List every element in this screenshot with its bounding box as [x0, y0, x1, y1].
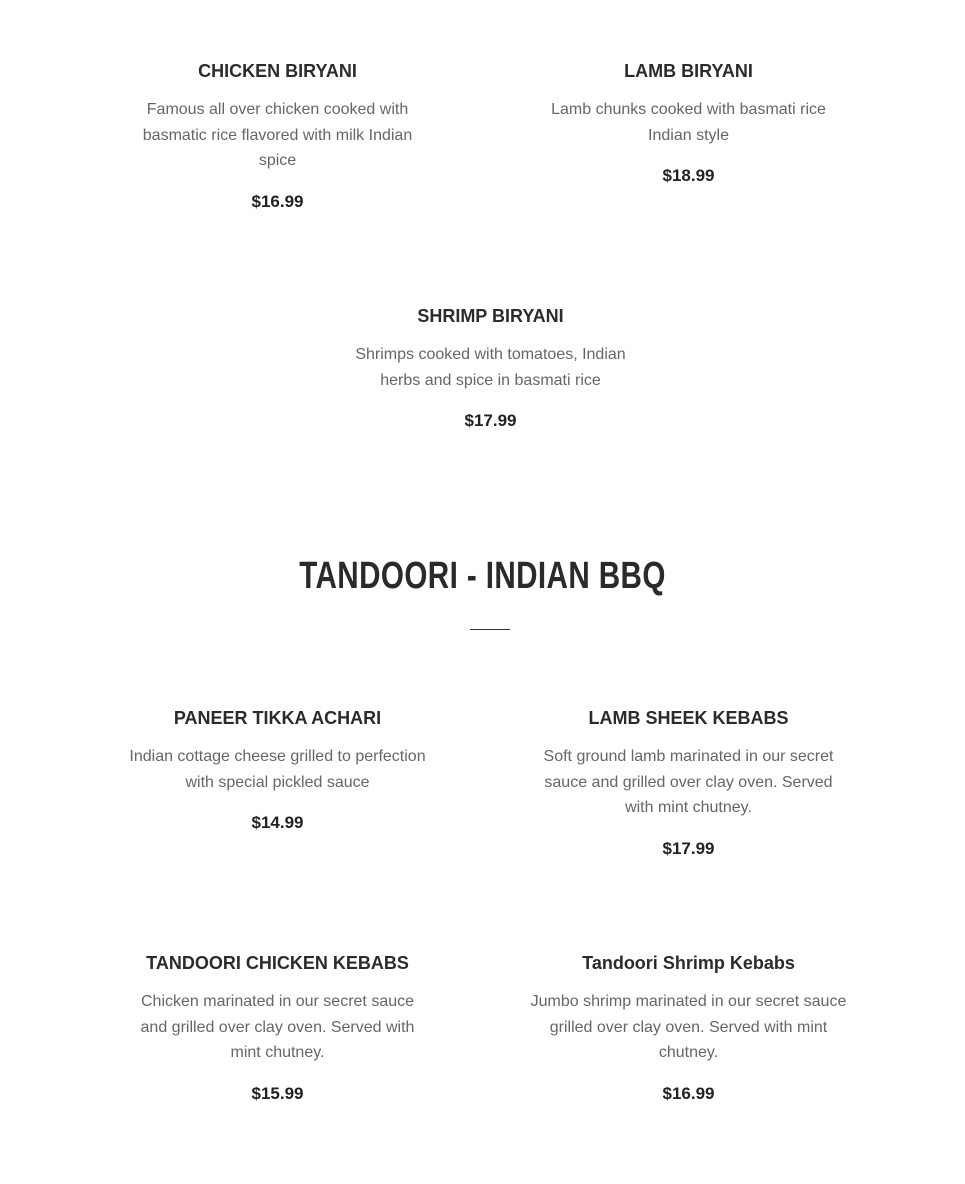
menu-item-name: Tandoori Shrimp Kebabs [582, 953, 795, 973]
menu-item-price: $17.99 [464, 411, 517, 431]
menu-item-description: Indian cottage cheese grilled to perfection with special pickled sauce [129, 748, 426, 791]
menu-item-name: PANEER TIKKA ACHARI [173, 708, 382, 728]
menu-item-lamb-sheek-kebabs [529, 707, 848, 860]
menu-item-name: LAMB SHEEK KEBABS [588, 708, 789, 728]
menu-item-lamb-biryani [539, 60, 838, 187]
menu-item-tandoori-shrimp-kebabs [529, 952, 848, 1105]
section-title: TANDOORI - INDIAN BBQ [299, 555, 666, 597]
menu-item-price: $17.99 [662, 839, 715, 859]
menu-item-description: Jumbo shrimp marinated in our secret sauce grilled over clay oven. Served with mint chutney. [530, 993, 847, 1062]
menu-item-name: TANDOORI CHICKEN KEBABS [146, 953, 409, 973]
menu-item-price: $15.99 [251, 1084, 304, 1104]
menu-item-description: Shrimps cooked with tomatoes, Indian herbs and spice in basmati rice [355, 346, 626, 389]
menu-item-paneer-tikka-achari [118, 707, 437, 834]
menu-item-price: $16.99 [662, 1084, 715, 1104]
menu-item-tandoori-chicken-kebabs [128, 952, 427, 1105]
menu-item-price: $18.99 [662, 166, 715, 186]
menu-item-name: LAMB BIRYANI [624, 61, 753, 81]
menu-item-chicken-biryani [128, 60, 427, 213]
menu-item-name: SHRIMP BIRYANI [417, 306, 564, 326]
menu-item-price: $16.99 [251, 192, 304, 212]
menu-item-description: Lamb chunks cooked with basmati rice Indian style [551, 101, 826, 144]
menu-item-description: Soft ground lamb marinated in our secret sauce and grilled over clay oven. Served with mint chutney. [543, 748, 834, 817]
menu-item-price: $14.99 [251, 813, 304, 833]
menu-item-description: Famous all over chicken cooked with basmatic rice flavored with milk Indian spice [142, 101, 413, 170]
menu-item-name: CHICKEN BIRYANI [198, 61, 357, 81]
menu-item-description: Chicken marinated in our secret sauce and grilled over clay oven. Served with mint chutney. [140, 993, 415, 1062]
menu-item-shrimp-biryani [341, 305, 640, 432]
section-divider [470, 629, 510, 630]
